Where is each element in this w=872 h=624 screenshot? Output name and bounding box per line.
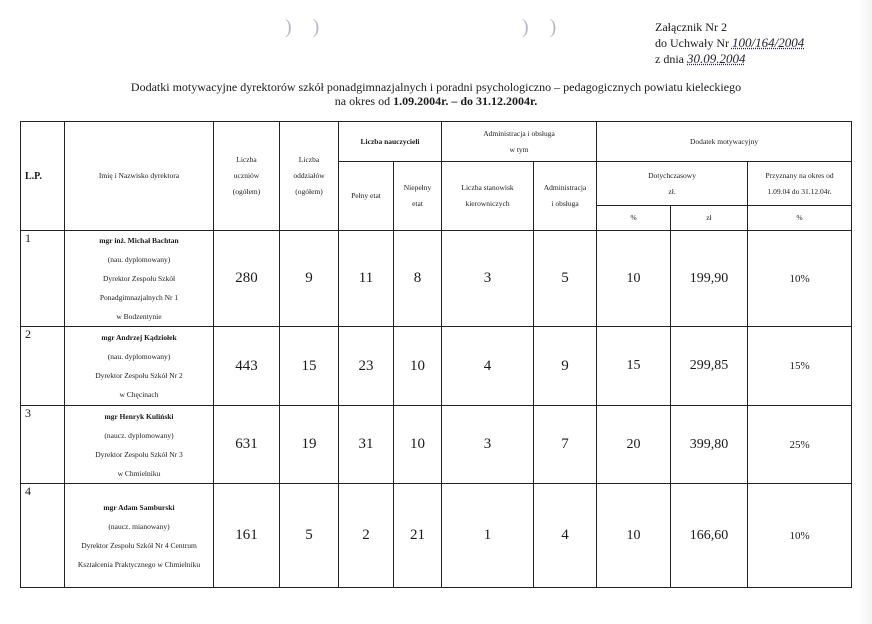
cell-granted: 25% (748, 406, 852, 484)
cell-students: 161 (214, 484, 280, 588)
cell-admin: 9 (534, 327, 597, 406)
cell-admin: 5 (534, 231, 597, 327)
cell-managerial: 3 (442, 231, 534, 327)
bonus-table (20, 121, 852, 588)
attachment-line1: Załącznik Nr 2 (655, 20, 727, 34)
header-unit-zl: zł (671, 206, 748, 231)
header-name: Imię i Nazwisko dyrektora (65, 122, 214, 231)
scan-edge-shadow (858, 0, 872, 624)
header-unit-pct2: % (748, 206, 852, 231)
cell-divisions: 5 (280, 484, 339, 588)
cell-divisions: 9 (280, 231, 339, 327)
cell-managerial: 4 (442, 327, 534, 406)
resolution-number: 100/164/2004 (731, 35, 805, 50)
cell-current-pct: 15 (597, 327, 671, 406)
cell-lp: 1 (21, 231, 65, 327)
title-period-prefix: na okres od (334, 94, 391, 108)
cell-director: mgr inż. Michał Bachtan (nau. dyplomowany) Dyrektor Zespołu Szkół Ponadgimnazjalnych Nr 1 w Bodzentynie (65, 231, 214, 327)
document-title (0, 80, 872, 108)
cell-granted: 15% (748, 327, 852, 406)
header-students: Liczba uczniów (ogółem) (214, 122, 280, 231)
cell-divisions: 15 (280, 327, 339, 406)
cell-part-time: 8 (394, 231, 442, 327)
header-managerial: Liczba stanowisk kierowniczych (442, 162, 534, 231)
cell-students: 280 (214, 231, 280, 327)
date-label: z dnia (655, 52, 684, 66)
cell-part-time: 10 (394, 406, 442, 484)
cell-director: mgr Adam Samburski (naucz. mianowany) Dyrektor Zespołu Szkół Nr 4 Centrum Kształcenia Praktycznego w Chmielniku (65, 484, 214, 588)
cell-current-zl: 399,80 (671, 406, 748, 484)
cell-lp: 3 (21, 406, 65, 484)
header-lp: L.P. (21, 122, 65, 231)
cell-current-pct: 10 (597, 484, 671, 588)
resolution-date: 30.09.2004 (687, 51, 746, 66)
cell-divisions: 19 (280, 406, 339, 484)
cell-admin: 4 (534, 484, 597, 588)
cell-full-time: 2 (339, 484, 394, 588)
header-teachers: Liczba nauczycieli (339, 122, 442, 162)
cell-full-time: 31 (339, 406, 394, 484)
cell-current-pct: 10 (597, 231, 671, 327)
cell-current-zl: 166,60 (671, 484, 748, 588)
header-part-time: Niepełny etat (394, 162, 442, 231)
header-current: Dotychczasowy zł. (597, 162, 748, 206)
header-unit-pct: % (597, 206, 671, 231)
resolution-label: do Uchwały Nr (655, 36, 729, 50)
cell-full-time: 11 (339, 231, 394, 327)
cell-current-zl: 299,85 (671, 327, 748, 406)
cell-director: mgr Andrzej Kądziołek (nau. dyplomowany) Dyrektor Zespołu Szkół Nr 2 w Chęcinach (65, 327, 214, 406)
cell-director: mgr Henryk Kuliński (naucz. dyplomowany) Dyrektor Zespołu Szkół Nr 3 w Chmielniku (65, 406, 214, 484)
header-full-time: Pełny etat (339, 162, 394, 231)
cell-lp: 4 (21, 484, 65, 588)
table-row (21, 406, 852, 484)
header-divisions: Liczba oddziałów (ogółem) (280, 122, 339, 231)
header-bonus: Dodatek motywacyjny (597, 122, 852, 162)
attachment-header (655, 20, 804, 67)
title-line1: Dodatki motywacyjne dyrektorów szkół ponadgimnazjalnych i poradni psychologiczno – pedagogicznych powiatu kieleckiego (130, 80, 742, 94)
header-admin-service: Administracja i obsługa (534, 162, 597, 231)
header-admin: Administracja i obsługa w tym (442, 122, 597, 162)
cell-granted: 10% (748, 231, 852, 327)
cell-current-zl: 199,90 (671, 231, 748, 327)
title-period-range: 1.09.2004r. – do 31.12.2004r. (393, 94, 538, 108)
punch-holes-right: ) ) (522, 16, 565, 38)
cell-managerial: 1 (442, 484, 534, 588)
cell-granted: 10% (748, 484, 852, 588)
cell-part-time: 21 (394, 484, 442, 588)
cell-students: 443 (214, 327, 280, 406)
cell-managerial: 3 (442, 406, 534, 484)
cell-full-time: 23 (339, 327, 394, 406)
punch-holes-left: ) ) (285, 16, 328, 38)
cell-lp: 2 (21, 327, 65, 406)
cell-current-pct: 20 (597, 406, 671, 484)
table-row (21, 327, 852, 406)
cell-part-time: 10 (394, 327, 442, 406)
cell-students: 631 (214, 406, 280, 484)
table-row (21, 231, 852, 327)
header-granted: Przyznany na okres od 1.09.04 do 31.12.04r. (748, 162, 852, 206)
cell-admin: 7 (534, 406, 597, 484)
table-row (21, 484, 852, 588)
